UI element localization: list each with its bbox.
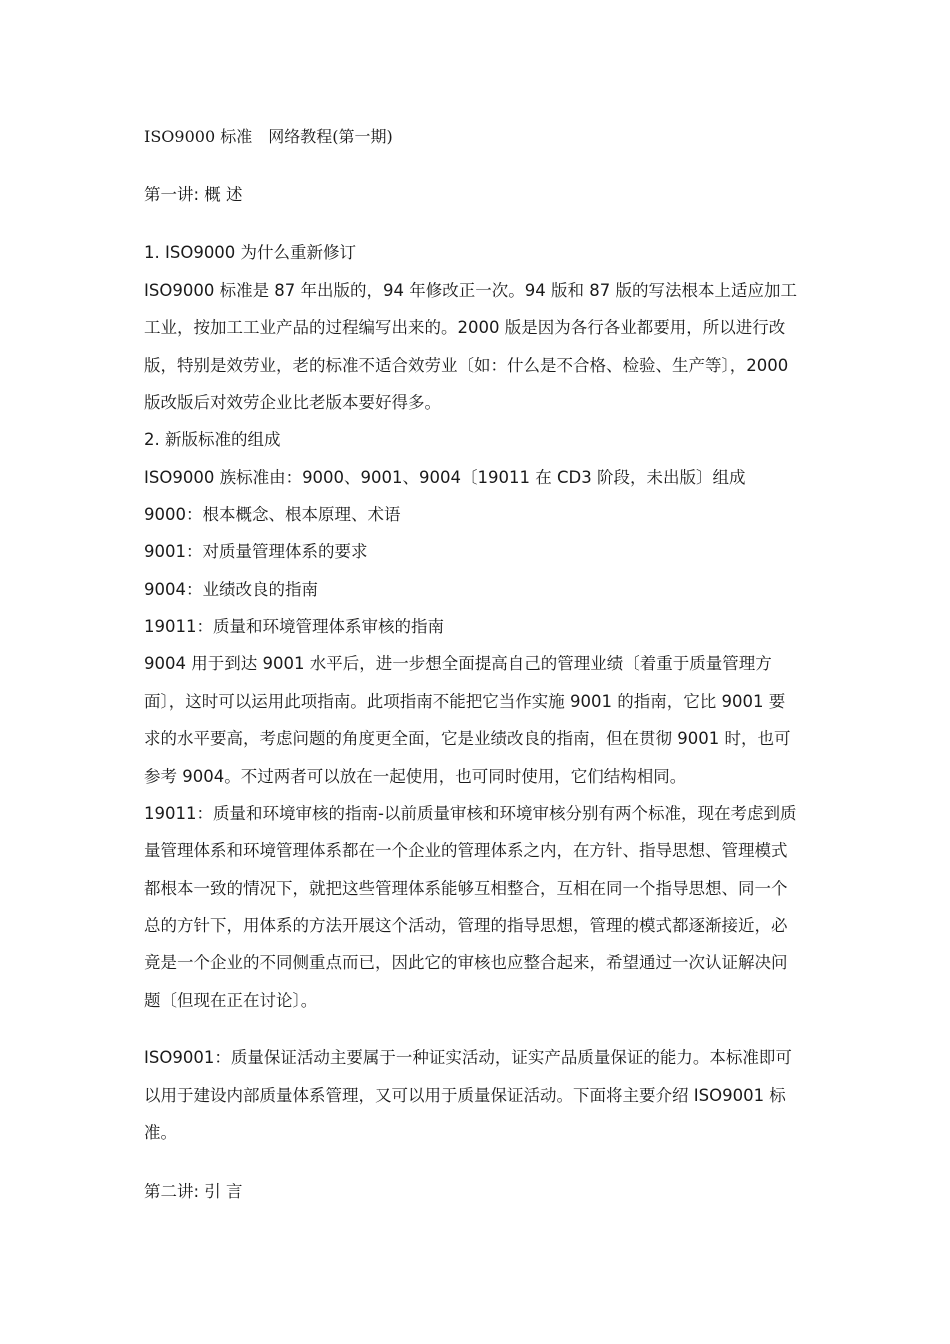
text-line: 以用于建设内部质量体系管理，又可以用于质量保证活动。下面将主要介绍 ISO9001 标: [144, 1086, 786, 1105]
text-line: 9001：对质量管理体系的要求: [144, 542, 368, 561]
text-line: 9000：根本概念、根本原理、术语: [144, 505, 401, 524]
text-line: 量管理体系和环境管理体系都在一个企业的管理体系之内，在方针、指导思想、管理模式: [144, 841, 788, 860]
text-line: ISO9001：质量保证活动主要属于一种证实活动，证实产品质量保证的能力。本标准即可: [144, 1048, 792, 1067]
text-line: ISO9000 族标准由：9000、9001、9004〔19011 在 CD3 阶段，未出版〕组成: [144, 468, 746, 487]
text-line: 准。: [144, 1123, 177, 1142]
text-line: 参考 9004。不过两者可以放在一起使用，也可同时使用，它们结构相同。: [144, 767, 687, 786]
text-line: 面〕，这时可以运用此项指南。此项指南不能把它当作实施 9001 的指南，它比 9001 要: [144, 692, 786, 711]
text-line: 2. 新版标准的组成: [144, 430, 281, 449]
text-line: 19011：质量和环境审核的指南-以前质量审核和环境审核分别有两个标准，现在考虑到质: [144, 804, 797, 823]
text-line: 总的方针下，用体系的方法开展这个活动，管理的指导思想，管理的模式都逐渐接近，必: [144, 916, 788, 935]
text-line: 题〔但现在正在讨论〕。: [144, 991, 318, 1010]
text-line: 都根本一致的情况下，就把这些管理体系能够互相整合，互相在同一个指导思想、同一个: [144, 879, 788, 898]
text-line: 工业，按加工工业产品的过程编写出来的。2000 版是因为各行各业都要用，所以进行改: [144, 318, 786, 337]
text-line: ISO9000 标准是 87 年出版的，94 年修改正一次。94 版和 87 版的写法根本上适应加工: [144, 281, 798, 300]
document-title: ISO9000 标准 网络教程(第一期): [144, 127, 393, 146]
text-line: 求的水平要高，考虑问题的角度更全面，它是业绩改良的指南，但在贯彻 9001 时，也可: [144, 729, 791, 748]
text-line: 竟是一个企业的不同侧重点而已，因此它的审核也应整合起来，希望通过一次认证解决问: [144, 953, 788, 972]
text-line: 版改版后对效劳企业比老版本要好得多。: [144, 393, 441, 412]
text-line: 19011：质量和环境管理体系审核的指南: [144, 617, 444, 636]
text-line: 版，特别是效劳业，老的标准不适合效劳业〔如：什么是不合格、检验、生产等〕，2000: [144, 356, 789, 375]
lecture-2-heading: 第二讲: 引 言: [144, 1182, 243, 1201]
text-line: 1. ISO9000 为什么重新修订: [144, 243, 357, 262]
lecture-1-heading: 第一讲: 概 述: [144, 185, 243, 204]
text-line: 9004：业绩改良的指南: [144, 580, 318, 599]
text-line: 9004 用于到达 9001 水平后，进一步想全面提高自己的管理业绩〔着重于质量管理方: [144, 654, 772, 673]
